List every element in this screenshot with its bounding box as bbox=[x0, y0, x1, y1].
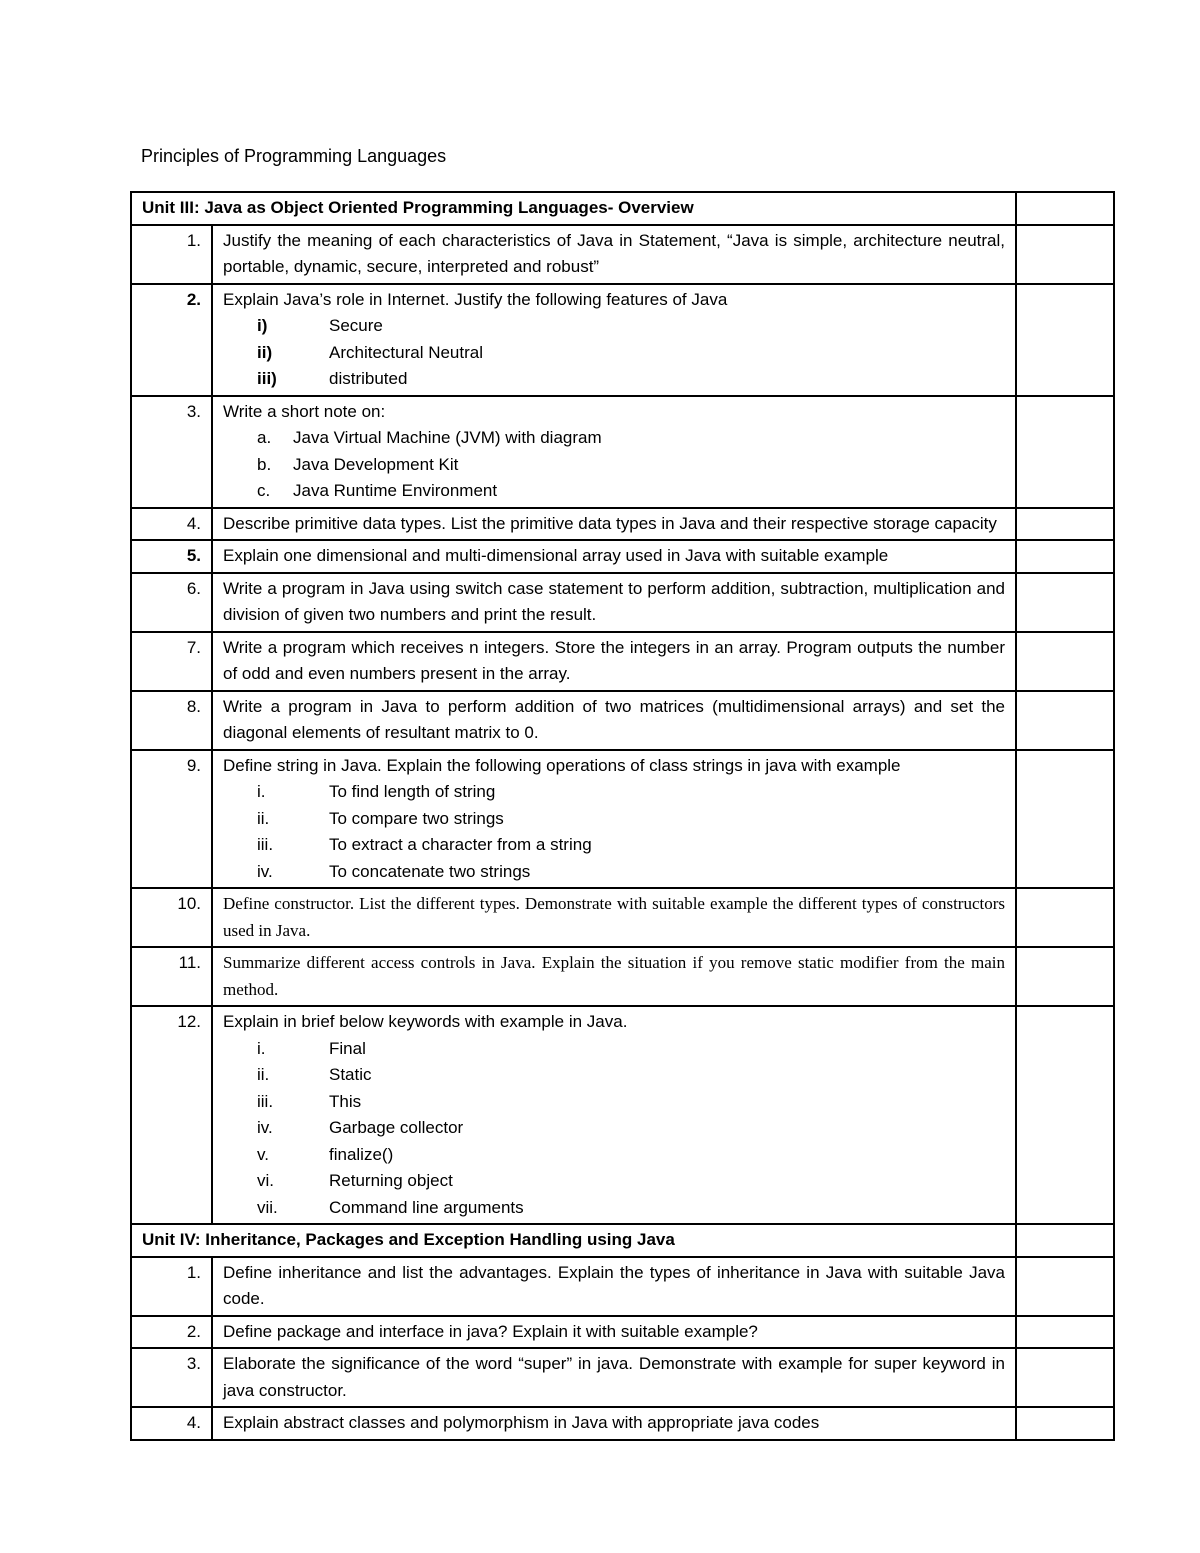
sub-item-text: Returning object bbox=[329, 1171, 453, 1190]
empty-cell bbox=[1016, 396, 1114, 508]
question-cell bbox=[212, 284, 1016, 396]
question-row bbox=[131, 1257, 1114, 1316]
sub-item-text: Java Virtual Machine (JVM) with diagram bbox=[293, 428, 602, 447]
sub-item-label: i. bbox=[257, 782, 266, 801]
question-row bbox=[131, 947, 1114, 1006]
sub-item-label: iv. bbox=[257, 861, 273, 881]
sub-item-text: finalize() bbox=[329, 1144, 394, 1164]
question-text: Define constructor. List the different types. Demonstrate with suitable example the different types of constructors used in Java. bbox=[212, 888, 1016, 947]
question-number: 4. bbox=[131, 508, 212, 541]
sub-item-label: b. bbox=[257, 454, 272, 474]
sub-item-label: ii) bbox=[257, 342, 273, 362]
sub-item-text: Command line arguments bbox=[329, 1197, 524, 1217]
question-text: Define inheritance and list the advantages. Explain the types of inheritance in Java with suitable Java code. bbox=[212, 1257, 1016, 1316]
question-text: Explain one dimensional and multi-dimensional array used in Java with suitable example bbox=[212, 540, 1016, 573]
question-row bbox=[131, 225, 1114, 284]
question-text: Write a program in Java using switch case statement to perform addition, subtraction, multiplication and division of given two numbers and print the result. bbox=[212, 573, 1016, 632]
question-number: 2. bbox=[131, 284, 212, 396]
question-row bbox=[131, 540, 1114, 573]
question-text: Summarize different access controls in Java. Explain the situation if you remove static modifier from the main method. bbox=[212, 947, 1016, 1006]
question-row bbox=[131, 1316, 1114, 1349]
empty-cell bbox=[1016, 1348, 1114, 1407]
question-number: 3. bbox=[131, 396, 212, 508]
question-row bbox=[131, 1407, 1114, 1440]
empty-cell bbox=[1016, 947, 1114, 1006]
sub-item bbox=[223, 1062, 1005, 1089]
sub-item-label: c. bbox=[257, 481, 271, 500]
sub-item-label: ii. bbox=[257, 1065, 270, 1084]
empty-cell bbox=[1016, 225, 1114, 284]
empty-cell bbox=[1016, 1407, 1114, 1440]
sub-item-label: vi. bbox=[257, 1171, 274, 1190]
sub-item bbox=[223, 806, 1005, 833]
sub-item bbox=[223, 425, 1005, 452]
unit-heading: Unit IV: Inheritance, Packages and Exception Handling using Java bbox=[131, 1224, 1016, 1257]
sub-item-text: distributed bbox=[329, 369, 408, 388]
empty-cell bbox=[1016, 888, 1114, 947]
question-text: Explain in brief below keywords with example in Java. bbox=[223, 1012, 628, 1031]
sub-item bbox=[223, 313, 1005, 340]
question-number: 10. bbox=[131, 888, 212, 947]
empty-cell bbox=[1016, 284, 1114, 396]
sub-item bbox=[223, 340, 1005, 367]
question-cell bbox=[212, 1006, 1016, 1224]
question-text: Explain abstract classes and polymorphism in Java with appropriate java codes bbox=[212, 1407, 1016, 1440]
sub-item bbox=[223, 1142, 1005, 1169]
question-number: 11. bbox=[131, 947, 212, 1006]
question-row bbox=[131, 573, 1114, 632]
sub-item bbox=[223, 832, 1005, 859]
empty-cell bbox=[1016, 1316, 1114, 1349]
sub-item-label: ii. bbox=[257, 808, 270, 828]
empty-cell bbox=[1016, 573, 1114, 632]
sub-item-text: Java Runtime Environment bbox=[293, 481, 498, 500]
question-text: Define string in Java. Explain the following operations of class strings in java with example bbox=[223, 755, 901, 775]
question-number: 1. bbox=[131, 1257, 212, 1316]
sub-item-text: To concatenate two strings bbox=[329, 861, 531, 881]
empty-cell bbox=[1016, 1257, 1114, 1316]
empty-cell bbox=[1016, 540, 1114, 573]
sub-item bbox=[223, 779, 1005, 806]
empty-cell bbox=[1016, 691, 1114, 750]
unit-heading-row bbox=[131, 192, 1114, 225]
question-text: Describe primitive data types. List the primitive data types in Java and their respective storage capacity bbox=[212, 508, 1016, 541]
sub-item bbox=[223, 366, 1005, 393]
sub-item-text: To find length of string bbox=[329, 782, 496, 801]
empty-cell bbox=[1016, 1224, 1114, 1257]
sub-item bbox=[223, 1036, 1005, 1063]
question-row bbox=[131, 508, 1114, 541]
question-row bbox=[131, 284, 1114, 396]
question-text: Write a program which receives n integers. Store the integers in an array. Program outputs the number of odd and even numbers present in the array. bbox=[212, 632, 1016, 691]
document-title: Principles of Programming Languages bbox=[141, 146, 447, 166]
question-number: 8. bbox=[131, 691, 212, 750]
sub-item-label: vii. bbox=[257, 1197, 278, 1217]
sub-item-text: To extract a character from a string bbox=[329, 835, 592, 854]
sub-item-text: This bbox=[329, 1091, 362, 1111]
question-text: Explain Java’s role in Internet. Justify the following features of Java bbox=[223, 289, 728, 309]
question-number: 7. bbox=[131, 632, 212, 691]
question-number: 1. bbox=[131, 225, 212, 284]
question-number: 12. bbox=[131, 1006, 212, 1224]
question-row bbox=[131, 691, 1114, 750]
sub-item bbox=[223, 478, 1005, 505]
question-row bbox=[131, 396, 1114, 508]
sub-item-text: Final bbox=[329, 1038, 366, 1058]
sub-item-label: iv. bbox=[257, 1118, 273, 1137]
question-row bbox=[131, 1006, 1114, 1224]
empty-cell bbox=[1016, 192, 1114, 225]
question-cell bbox=[212, 750, 1016, 889]
question-row bbox=[131, 1348, 1114, 1407]
question-number: 2. bbox=[131, 1316, 212, 1349]
question-number: 9. bbox=[131, 750, 212, 889]
sub-item-text: Secure bbox=[329, 316, 383, 335]
sub-item-text: Static bbox=[329, 1065, 372, 1084]
question-row bbox=[131, 888, 1114, 947]
question-number: 4. bbox=[131, 1407, 212, 1440]
question-text: Write a program in Java to perform addition of two matrices (multidimensional arrays) and set the diagonal elements of resultant matrix to 0. bbox=[212, 691, 1016, 750]
question-cell bbox=[212, 396, 1016, 508]
question-row bbox=[131, 750, 1114, 889]
empty-cell bbox=[1016, 1006, 1114, 1224]
question-text: Write a short note on: bbox=[223, 401, 386, 421]
sub-item-label: i. bbox=[257, 1038, 266, 1058]
sub-item bbox=[223, 859, 1005, 886]
question-number: 3. bbox=[131, 1348, 212, 1407]
question-number: 5. bbox=[131, 540, 212, 573]
sub-item-label: iii) bbox=[257, 369, 277, 388]
question-table bbox=[130, 191, 1115, 1441]
sub-item bbox=[223, 1089, 1005, 1116]
empty-cell bbox=[1016, 632, 1114, 691]
question-text: Justify the meaning of each characteristics of Java in Statement, “Java is simple, architecture neutral, portable, dynamic, secure, interpreted and robust” bbox=[212, 225, 1016, 284]
sub-item-text: To compare two strings bbox=[329, 808, 504, 828]
sub-item-label: a. bbox=[257, 428, 272, 447]
sub-item-label: v. bbox=[257, 1144, 269, 1164]
sub-item bbox=[223, 1168, 1005, 1195]
question-text: Elaborate the significance of the word “super” in java. Demonstrate with example for super keyword in java constructor. bbox=[212, 1348, 1016, 1407]
empty-cell bbox=[1016, 508, 1114, 541]
sub-item bbox=[223, 452, 1005, 479]
sub-item-label: i) bbox=[257, 316, 268, 335]
empty-cell bbox=[1016, 750, 1114, 889]
unit-heading: Unit III: Java as Object Oriented Programming Languages- Overview bbox=[131, 192, 1016, 225]
question-number: 6. bbox=[131, 573, 212, 632]
sub-item bbox=[223, 1115, 1005, 1142]
sub-item bbox=[223, 1195, 1005, 1222]
question-row bbox=[131, 632, 1114, 691]
sub-item-text: Architectural Neutral bbox=[329, 342, 484, 362]
sub-item-text: Java Development Kit bbox=[293, 454, 459, 474]
sub-item-label: iii. bbox=[257, 835, 274, 854]
sub-item-text: Garbage collector bbox=[329, 1118, 464, 1137]
question-text: Define package and interface in java? Explain it with suitable example? bbox=[212, 1316, 1016, 1349]
sub-item-label: iii. bbox=[257, 1091, 274, 1111]
unit-heading-row bbox=[131, 1224, 1114, 1257]
